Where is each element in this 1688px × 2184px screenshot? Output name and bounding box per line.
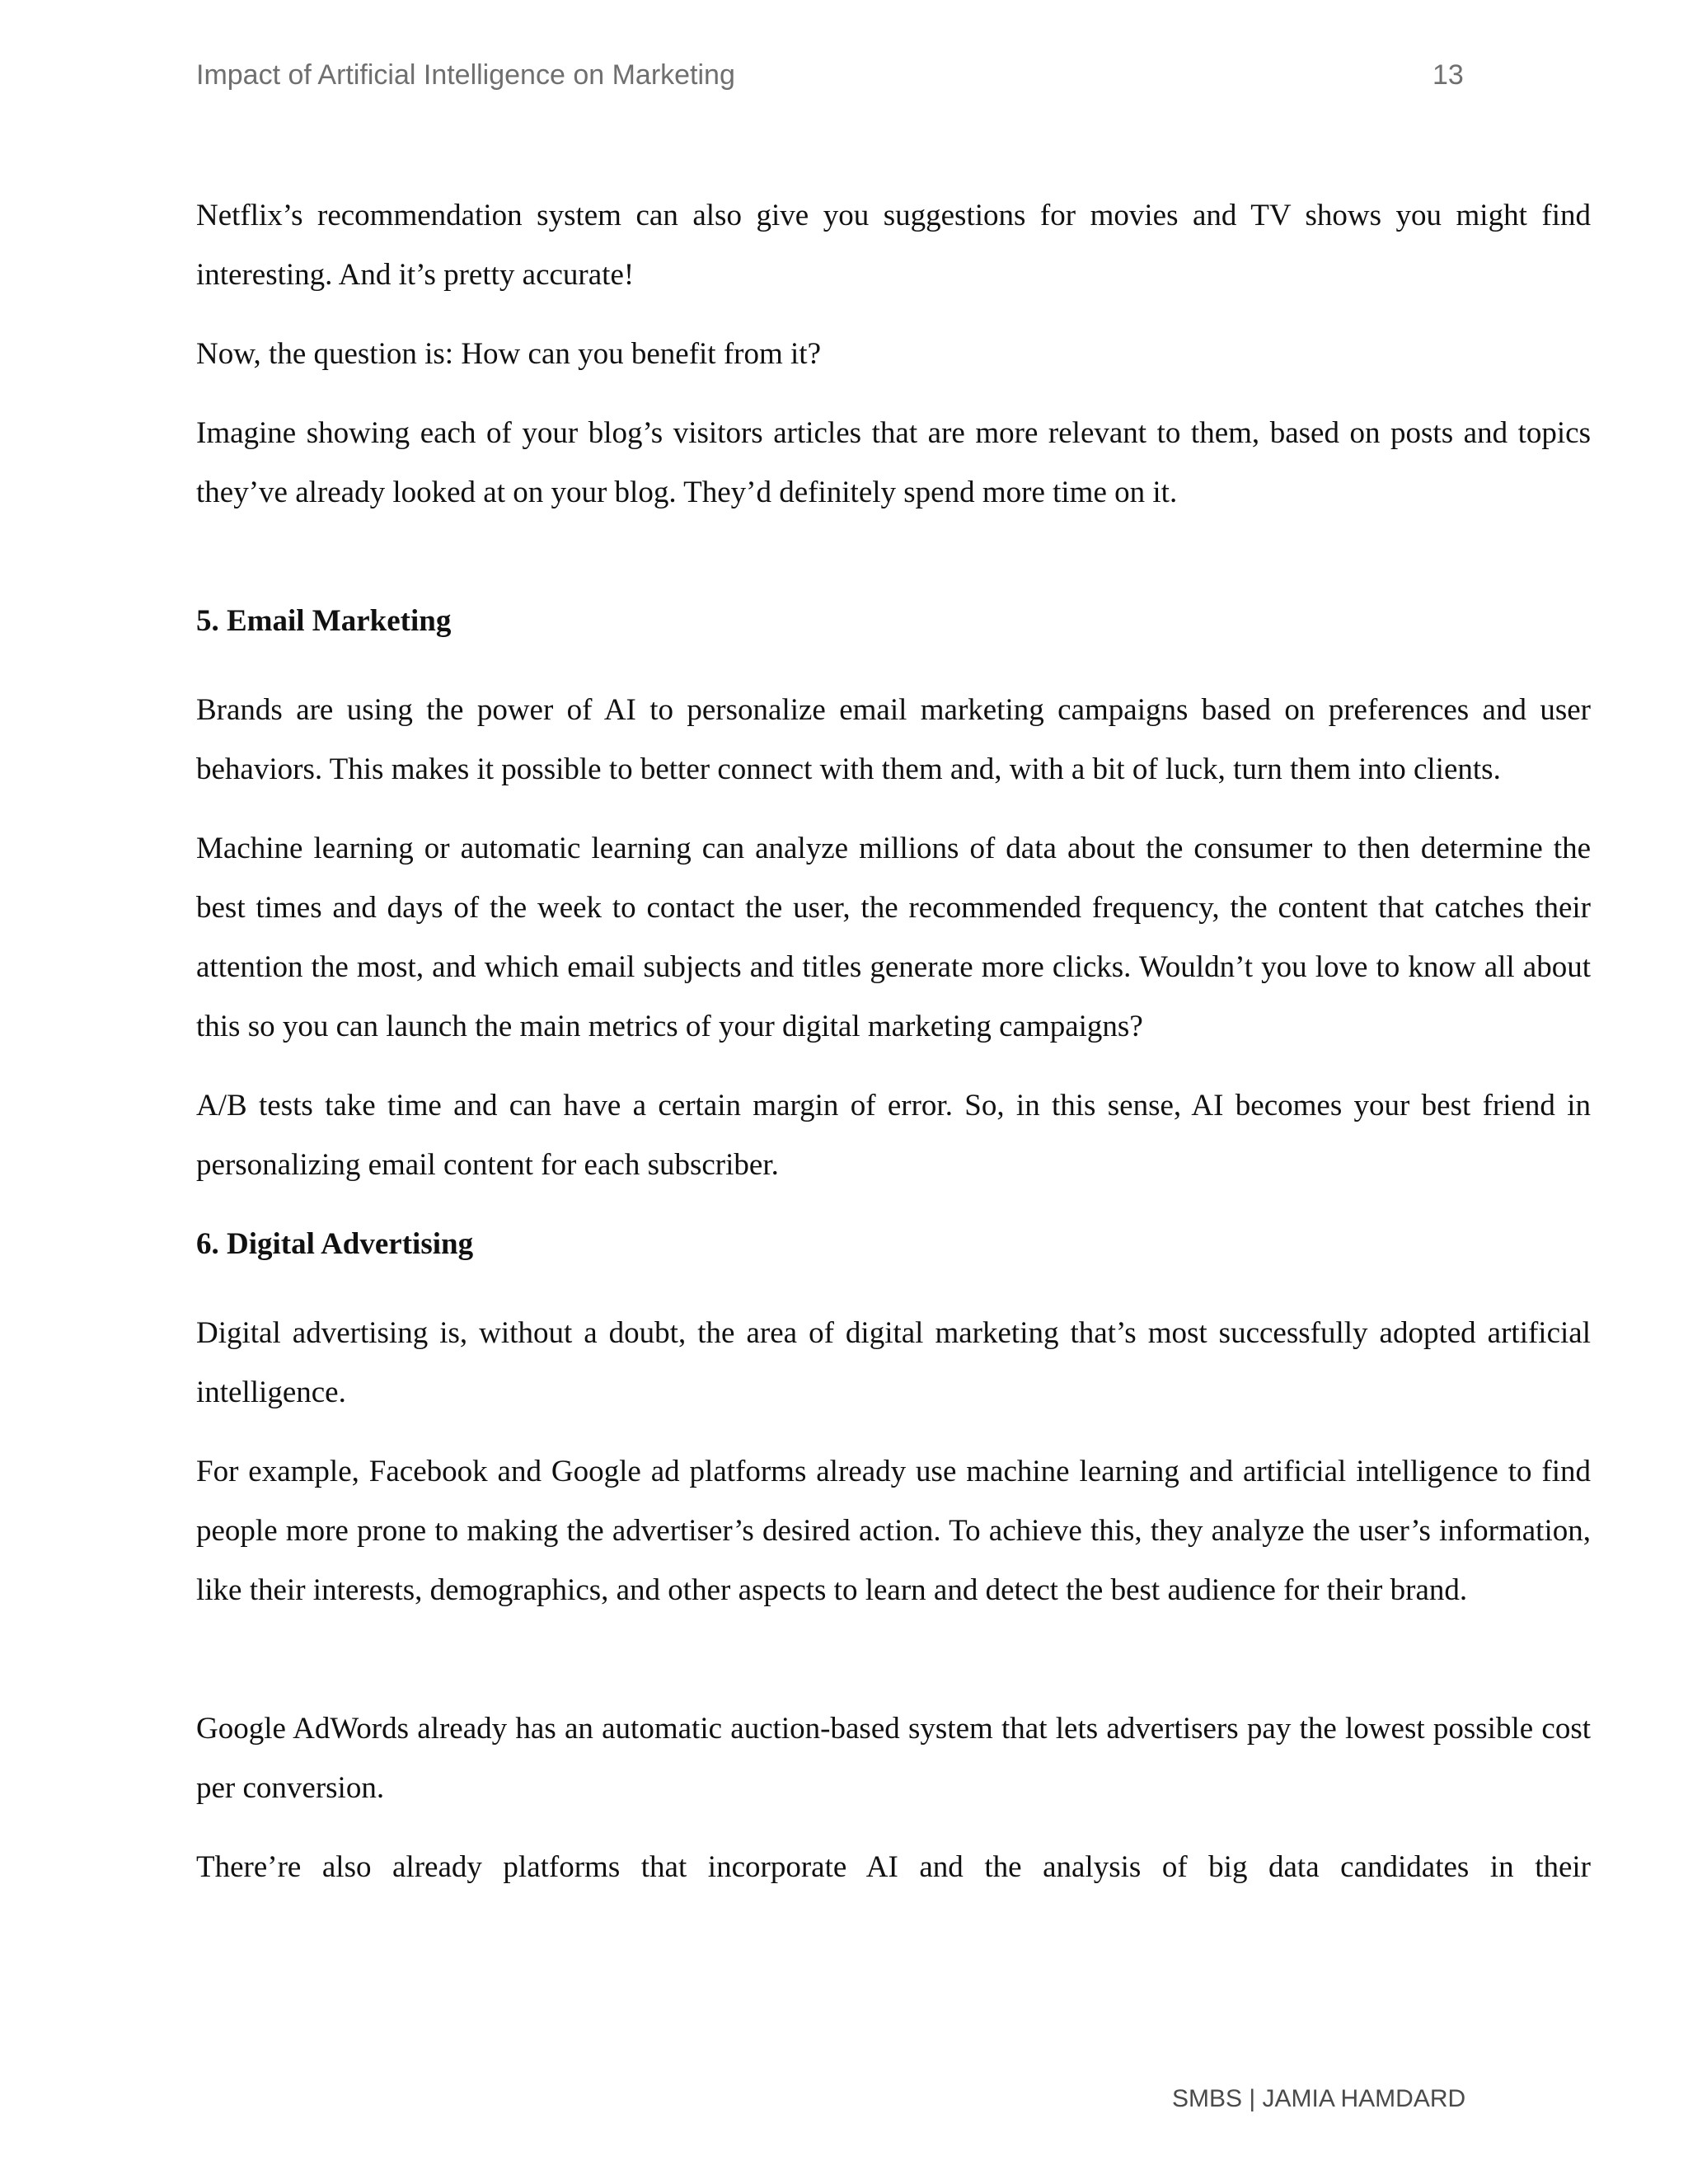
page-footer: SMBS | JAMIA HAMDARD [1172, 2085, 1466, 2112]
paragraph-ab-tests: A/B tests take time and can have a certain margin of error. So, in this sense, AI becomes your best friend in personalizing email content for each subscriber. [196, 1089, 1591, 1182]
heading-digital-advertising: 6. Digital Advertising [196, 1227, 474, 1261]
paragraph-machine-learning-email: Machine learning or automatic learning can analyze millions of data about the consumer to then determine the best times and days of the week to contact the user, the recommended frequency, the content that catches their attention the most, and which email subjects and titles generate more clicks. Wouldn’t you love to know all about this so you can launch the main metrics of your digital marketing campaigns? [196, 832, 1591, 1043]
page-number: 13 [1432, 59, 1464, 91]
paragraph-ai-platforms: There’re also already platforms that incorporate AI and the analysis of big data candidates in their [196, 1850, 1591, 1884]
paragraph-netflix-recommendations: Netflix’s recommendation system can also give you suggestions for movies and TV shows you might find interesting. And it’s pretty accurate! [196, 199, 1591, 292]
running-header-title: Impact of Artificial Intelligence on Marketing [196, 59, 735, 91]
paragraph-digital-advertising-ai: Digital advertising is, without a doubt, the area of digital marketing that’s most successfully adopted artificial intelligence. [196, 1316, 1591, 1409]
paragraph-google-adwords: Google AdWords already has an automatic auction-based system that lets advertisers pay the lowest possible cost per conversion. [196, 1712, 1591, 1805]
paragraph-benefit-question: Now, the question is: How can you benefit from it? [196, 337, 821, 371]
paragraph-facebook-google-ads: For example, Facebook and Google ad platforms already use machine learning and artificial intelligence to find people more prone to making the advertiser’s desired action. To achieve this, they analyze the user’s information, like their interests, demographics, and other aspects to learn and detect the best audience for their brand. [196, 1455, 1591, 1607]
paragraph-email-personalization: Brands are using the power of AI to personalize email marketing campaigns based on preferences and user behaviors. This makes it possible to better connect with them and, with a bit of luck, turn them into clients. [196, 693, 1591, 786]
heading-email-marketing: 5. Email Marketing [196, 604, 452, 638]
paragraph-blog-visitors: Imagine showing each of your blog’s visitors articles that are more relevant to them, based on posts and topics they’ve already looked at on your blog. They’d definitely spend more time on it. [196, 416, 1591, 509]
